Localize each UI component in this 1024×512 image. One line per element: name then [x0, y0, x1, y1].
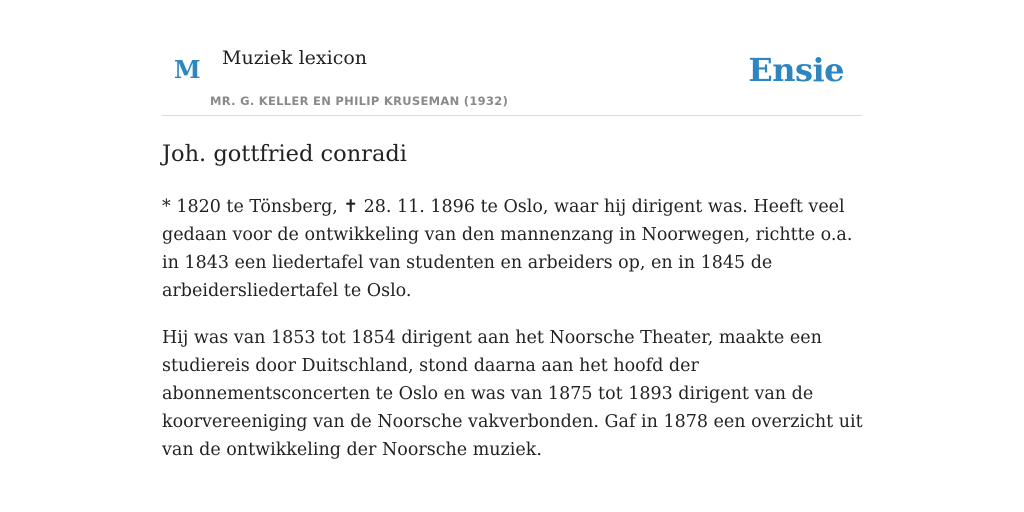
article-paragraph-1: * 1820 te Tönsberg, ✝ 28. 11. 1896 te Oslo, waar hij dirigent was. Heeft veel gedaan voor de ontwikkeling van den mannenzang in Noorwegen, richtte o.a. in 1843 een liedertafel van studenten en arbeiders op, en in 1845 de arbeidersliedertafel te Oslo.: [162, 197, 853, 301]
book-header: [162, 40, 862, 116]
article-title: Joh. gottfried conradi: [162, 141, 407, 167]
book-title-link[interactable]: Muziek lexicon: [222, 47, 368, 69]
book-letter-icon[interactable]: M: [174, 55, 201, 84]
book-authors: MR. G. KELLER EN PHILIP KRUSEMAN (1932): [210, 94, 509, 108]
ensie-logo-link[interactable]: Ensie: [748, 51, 844, 89]
article: [162, 138, 864, 483]
article-paragraph-2: Hij was van 1853 tot 1854 dirigent aan het Noorsche Theater, maakte een studiereis door Duitschland, stond daarna aan het hoofd der abonnementsconcerten te Oslo en was van 1875 tot 1893 dirigent van de koorvereeniging van de Noorsche vakverbonden. Gaf in 1878 een overzicht uit van de ontwikkeling der Noorsche muziek.: [162, 328, 863, 460]
